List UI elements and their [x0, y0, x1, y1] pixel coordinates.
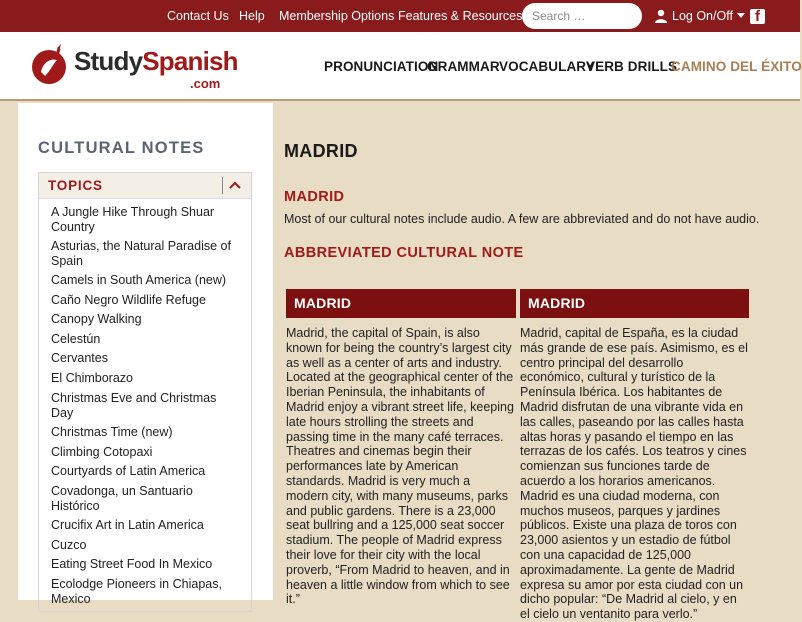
topic-item[interactable]: Ecolodge Pioneers in Chiapas, Mexico: [51, 577, 222, 606]
topic-item[interactable]: Cervantes: [51, 351, 108, 365]
spanish-column-header: MADRID: [520, 289, 749, 318]
english-column-header: MADRID: [286, 289, 516, 318]
topic-item[interactable]: Caño Negro Wildlife Refuge: [51, 293, 206, 307]
topic-item[interactable]: Asturias, the Natural Paradise of Spain: [51, 239, 231, 268]
topic-item[interactable]: Courtyards of Latin America: [51, 464, 206, 478]
contact-us-link[interactable]: Contact Us: [167, 9, 229, 23]
section-heading: MADRID: [284, 189, 345, 205]
topics-label: TOPICS: [48, 178, 103, 193]
logo-spanish: Spanish: [142, 46, 238, 76]
topic-item[interactable]: Climbing Cotopaxi: [51, 445, 153, 459]
nav-vocabulary[interactable]: VOCABULARY: [499, 59, 595, 74]
topic-item[interactable]: Celestún: [51, 332, 101, 346]
topic-item[interactable]: El Chimborazo: [51, 371, 133, 385]
login-label: Log On/Off: [672, 9, 733, 23]
login-menu[interactable]: [654, 9, 745, 23]
topic-item[interactable]: Crucifix Art in Latin America: [51, 518, 204, 532]
spanish-note-text: Madrid, capital de España, es la ciudad más grande de ese país. Asimismo, es el centro principal del desarrollo económico, cultural y turístico de la Península Ibérica. Los habitantes de Madrid disfrutan de una vibrante vida en las calles, paseando por las calles hasta altas horas y pasando el tiempo en las terrazas de los cafés. Los teatros y cines comienzan sus funciones tarde de acuerdo a los horarios americanos. Madrid es una ciudad moderna, con muchos museos, parques y jardines públicos. Existe una plaza de toros con 23,000 asientos y un estadio de fútbol con una capacidad de 125,000 aproximadamente. La gente de Madrid expresa su amor por esta ciudad con un dicho popular: “De Madrid al cielo, y en el cielo un ventanito para verlo.”: [520, 326, 748, 622]
topics-divider: [222, 177, 223, 194]
sidebar-title: CULTURAL NOTES: [38, 139, 205, 157]
topic-item[interactable]: Christmas Eve and Christmas Day: [51, 391, 217, 420]
logo-study: Study: [74, 46, 143, 76]
user-icon: [654, 9, 668, 23]
facebook-glyph: f: [755, 8, 760, 25]
nav-verb-drills[interactable]: VERB DRILLS: [586, 59, 678, 74]
search-box: [522, 3, 642, 29]
english-note-text: Madrid, the capital of Spain, is also known for being the country’s largest city as well as a center of arts and industry. Located at the geographical center of the Iberian Peninsula, the inhabitants of Madrid enjoy a vibrant street life, keeping late hours strolling the streets and passing time in the many café terraces. Theatres and cinemas begin their performances late by American standards. Madrid is very much a modern city, with many museums, parks and public gardens. There is a 23,000 seat bullring and a 125,000 seat soccer stadium. The people of Madrid express their love for their city with the local proverb, “From Madrid to heaven, and in heaven a little window from which to see it.”: [286, 326, 514, 607]
membership-options-link[interactable]: Membership Options: [279, 9, 395, 23]
studyspanish-logo-icon[interactable]: [31, 42, 71, 86]
nav-grammar[interactable]: GRAMMAR: [427, 59, 500, 74]
topic-item[interactable]: Canopy Walking: [51, 312, 142, 326]
topic-item[interactable]: Camels in South America (new): [51, 273, 227, 287]
caret-down-icon: [737, 13, 745, 19]
nav-camino-del-exito[interactable]: CAMINO DEL ÉXITO: [671, 59, 802, 74]
features-resources-link[interactable]: Features & Resources: [398, 9, 523, 23]
top-utility-bar: [0, 0, 800, 32]
abbreviated-note-heading: ABBREVIATED CULTURAL NOTE: [284, 245, 524, 261]
chevron-up-icon[interactable]: [227, 176, 243, 194]
topic-item[interactable]: A Jungle Hike Through Shuar Country: [51, 205, 215, 234]
search-input[interactable]: [522, 3, 642, 29]
topics-header[interactable]: [39, 173, 251, 199]
main-header: [0, 32, 800, 101]
logo-wordmark[interactable]: [74, 46, 238, 77]
facebook-icon[interactable]: [750, 9, 765, 24]
topic-item[interactable]: Christmas Time (new): [51, 425, 173, 439]
topic-item[interactable]: Eating Street Food In Mexico: [51, 557, 213, 571]
logo-com: .com: [190, 76, 221, 91]
topics-panel: [38, 172, 252, 612]
intro-text: Most of our cultural notes include audio. A few are abbreviated and do not have audio.: [284, 212, 760, 226]
topic-item[interactable]: Covadonga, un Santuario Histórico: [51, 484, 193, 513]
page-title: MADRID: [284, 141, 358, 161]
topic-item[interactable]: Cuzco: [51, 538, 87, 552]
nav-pronunciation[interactable]: PRONUNCIATION: [324, 59, 439, 74]
help-link[interactable]: Help: [239, 9, 265, 23]
sidebar: [18, 103, 273, 606]
